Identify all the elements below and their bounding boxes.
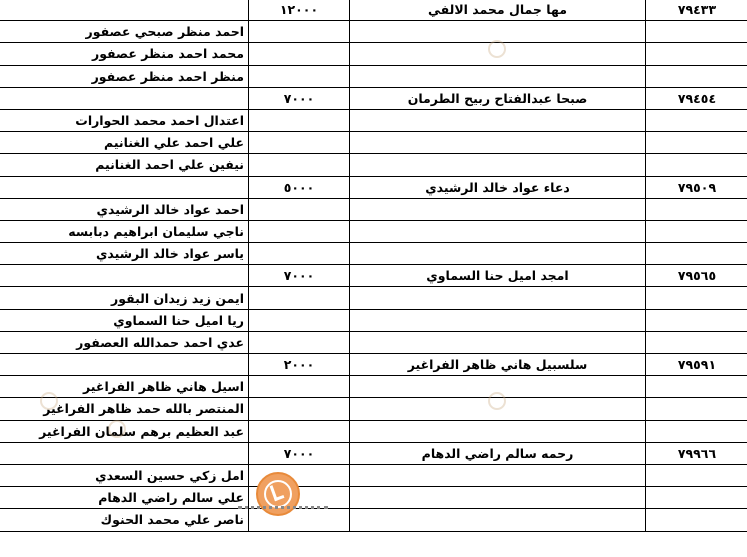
borrower-name-cell: مها جمال محمد الالفي — [350, 0, 646, 21]
guarantor-name-cell: ايمن زيد زيدان البقور — [0, 287, 249, 309]
guarantor-name-cell — [0, 0, 249, 21]
borrower-name-cell: امجد اميل حنا السماوي — [350, 265, 646, 287]
amount-cell: ٧٠٠٠ — [249, 442, 350, 464]
dotted-line-decoration — [238, 506, 328, 519]
id-number-cell: ٧٩٥٠٩ — [646, 176, 747, 198]
amount-cell — [249, 109, 350, 131]
id-number-cell: ٧٩٥٦٥ — [646, 265, 747, 287]
guarantor-name-cell — [0, 442, 249, 464]
guarantor-row — [0, 154, 747, 176]
guarantor-row — [0, 198, 747, 220]
borrower-name-cell — [350, 287, 646, 309]
id-number-cell — [646, 398, 747, 420]
borrower-name-cell — [350, 309, 646, 331]
borrower-row — [0, 354, 747, 376]
guarantor-row — [0, 243, 747, 265]
guarantor-name-cell: عدي احمد حمدالله العصفور — [0, 331, 249, 353]
amount-cell — [249, 65, 350, 87]
id-number-cell — [646, 109, 747, 131]
borrower-name-cell — [350, 109, 646, 131]
guarantor-row — [0, 309, 747, 331]
borrower-row — [0, 176, 747, 198]
borrower-name-cell: سلسبيل هاني ظاهر الفراغير — [350, 354, 646, 376]
guarantor-row — [0, 109, 747, 131]
id-number-cell — [646, 198, 747, 220]
amount-cell — [249, 198, 350, 220]
borrower-name-cell — [350, 198, 646, 220]
borrower-name-cell — [350, 420, 646, 442]
borrower-name-cell — [350, 509, 646, 531]
borrower-row — [0, 265, 747, 287]
borrower-name-cell — [350, 132, 646, 154]
guarantor-name-cell: علي احمد علي الغنانيم — [0, 132, 249, 154]
guarantor-row — [0, 65, 747, 87]
guarantor-row — [0, 132, 747, 154]
guarantor-name-cell — [0, 87, 249, 109]
amount-cell — [249, 220, 350, 242]
guarantor-name-cell: ناجي سليمان ابراهيم دبابسه — [0, 220, 249, 242]
guarantor-name-cell: المنتصر بالله حمد ظاهر الفراغير — [0, 398, 249, 420]
amount-cell — [249, 376, 350, 398]
guarantor-row — [0, 331, 747, 353]
amount-cell — [249, 43, 350, 65]
guarantor-name-cell: عبد العظيم برهم سلمان الفراغير — [0, 420, 249, 442]
borrower-name-cell — [350, 154, 646, 176]
id-number-cell — [646, 309, 747, 331]
id-number-cell — [646, 376, 747, 398]
id-number-cell — [646, 243, 747, 265]
guarantor-row — [0, 509, 747, 531]
amount-cell — [249, 243, 350, 265]
id-number-cell — [646, 487, 747, 509]
guarantor-name-cell: اسيل هاني ظاهر الفراغير — [0, 376, 249, 398]
amount-cell: ٧٠٠٠ — [249, 265, 350, 287]
watermark-icon — [40, 392, 58, 410]
guarantor-row — [0, 376, 747, 398]
amount-cell — [249, 309, 350, 331]
id-number-cell — [646, 43, 747, 65]
id-number-cell — [646, 464, 747, 486]
guarantor-row — [0, 21, 747, 43]
guarantor-row — [0, 287, 747, 309]
id-number-cell — [646, 420, 747, 442]
borrower-name-cell — [350, 487, 646, 509]
borrower-row — [0, 0, 747, 21]
watermark-icon — [488, 40, 506, 58]
amount-cell — [249, 398, 350, 420]
id-number-cell: ٧٩٥٩١ — [646, 354, 747, 376]
amount-cell — [249, 154, 350, 176]
borrower-name-cell — [350, 220, 646, 242]
guarantor-name-cell: ريا اميل حنا السماوي — [0, 309, 249, 331]
id-number-cell: ٧٩٩٦٦ — [646, 442, 747, 464]
id-number-cell — [646, 21, 747, 43]
amount-cell: ٢٠٠٠ — [249, 354, 350, 376]
id-number-cell — [646, 65, 747, 87]
borrower-name-cell — [350, 243, 646, 265]
guarantor-row — [0, 487, 747, 509]
id-number-cell — [646, 331, 747, 353]
guarantor-name-cell: احمد منظر صبحي عصفور — [0, 21, 249, 43]
amount-cell — [249, 420, 350, 442]
borrower-row — [0, 87, 747, 109]
id-number-cell — [646, 132, 747, 154]
id-number-cell — [646, 509, 747, 531]
amount-cell: ١٢٠٠٠ — [249, 0, 350, 21]
amount-cell: ٧٠٠٠ — [249, 87, 350, 109]
amount-cell — [249, 21, 350, 43]
guarantor-name-cell — [0, 354, 249, 376]
amount-cell — [249, 331, 350, 353]
guarantor-name-cell: منظر احمد منظر عصفور — [0, 65, 249, 87]
guarantor-name-cell: محمد احمد منظر عصفور — [0, 43, 249, 65]
guarantor-name-cell: ياسر عواد خالد الرشيدي — [0, 243, 249, 265]
guarantor-row — [0, 43, 747, 65]
guarantor-name-cell — [0, 265, 249, 287]
watermark-icon — [108, 420, 126, 438]
guarantor-row — [0, 220, 747, 242]
borrower-name-cell: رحمه سالم راضي الدهام — [350, 442, 646, 464]
id-number-cell — [646, 220, 747, 242]
id-number-cell — [646, 154, 747, 176]
guarantor-name-cell: نيفين علي احمد الغنانيم — [0, 154, 249, 176]
borrower-name-cell — [350, 65, 646, 87]
guarantor-name-cell: اعتدال احمد محمد الحوارات — [0, 109, 249, 131]
amount-cell: ٥٠٠٠ — [249, 176, 350, 198]
id-number-cell: ٧٩٤٥٤ — [646, 87, 747, 109]
guarantor-row — [0, 398, 747, 420]
borrower-name-cell — [350, 331, 646, 353]
id-number-cell — [646, 287, 747, 309]
amount-cell — [249, 132, 350, 154]
guarantor-name-cell: ناصر علي محمد الحنوك — [0, 509, 249, 531]
borrower-name-cell — [350, 464, 646, 486]
guarantor-name-cell — [0, 176, 249, 198]
guarantor-row — [0, 464, 747, 486]
guarantor-name-cell: امل زكي حسين السعدي — [0, 464, 249, 486]
borrower-name-cell: دعاء عواد خالد الرشيدي — [350, 176, 646, 198]
guarantor-name-cell: علي سالم راضي الدهام — [0, 487, 249, 509]
borrower-name-cell: صبحا عبدالفتاح ربيح الطرمان — [350, 87, 646, 109]
id-number-cell: ٧٩٤٣٣ — [646, 0, 747, 21]
borrower-row — [0, 442, 747, 464]
watermark-icon — [488, 392, 506, 410]
guarantor-name-cell: احمد عواد خالد الرشيدي — [0, 198, 249, 220]
amount-cell — [249, 287, 350, 309]
